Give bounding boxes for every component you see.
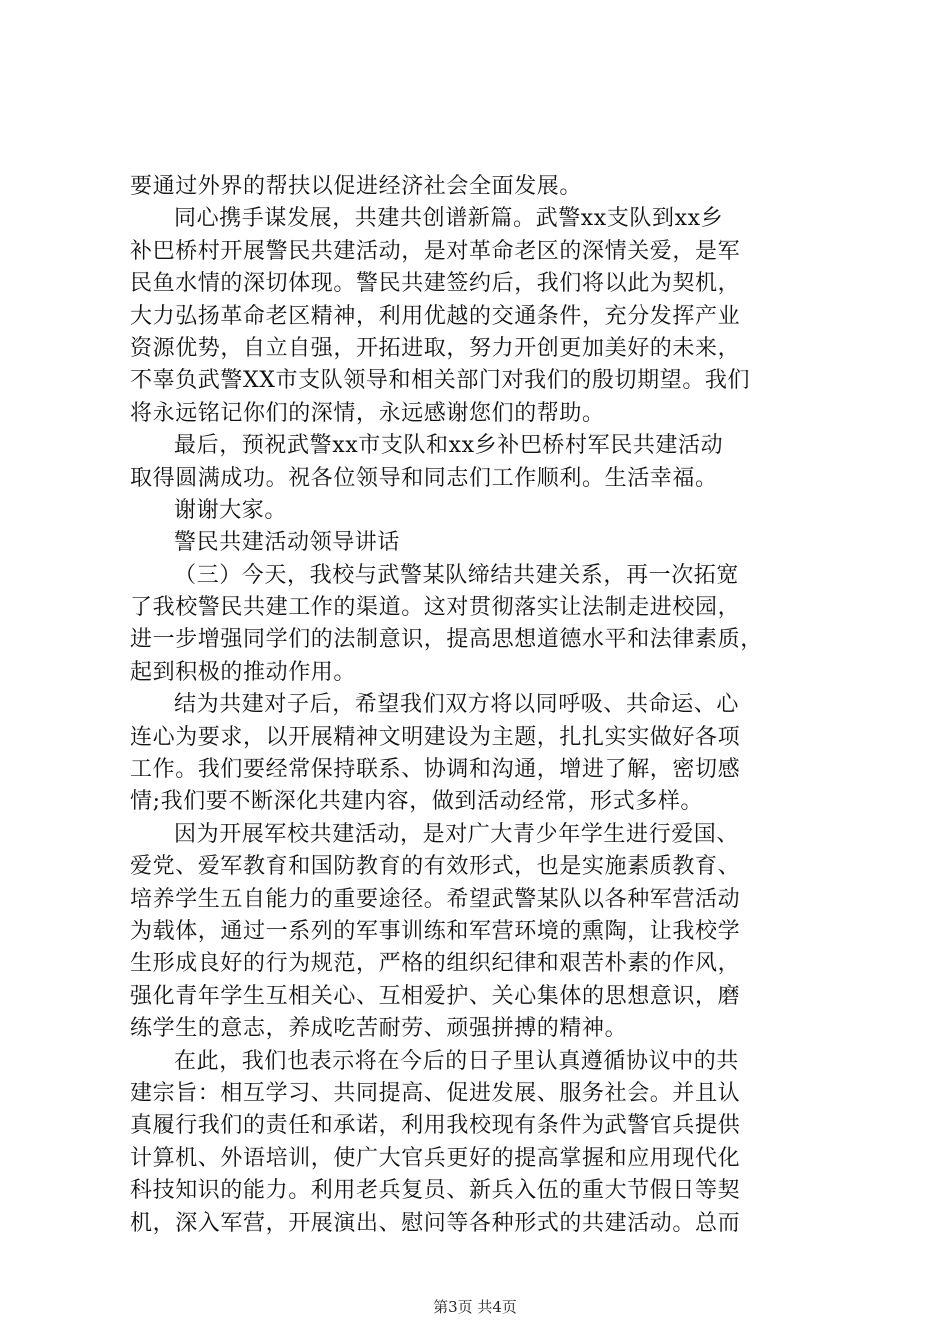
text-line: 要通过外界的帮扶以促进经济社会全面发展。 bbox=[130, 174, 583, 199]
text-line: 因为开展军校共建活动，是对广大青少年学生进行爱国、 bbox=[174, 821, 740, 847]
text-line: 工作。我们要经常保持联系、协调和沟通，增进了解，密切感 bbox=[130, 757, 741, 783]
text-line: 生形成良好的行为规范，严格的组织纪律和艰苦朴素的作风， bbox=[130, 951, 741, 977]
text-line: 爱党、爱军教育和国防教育的有效形式，也是实施素质教育、 bbox=[130, 854, 741, 880]
text-line: 在此，我们也表示将在今后的日子里认真遵循协议中的共 bbox=[174, 1048, 740, 1074]
text-line: 起到积极的推动作用。 bbox=[130, 659, 357, 685]
text-line: 科技知识的能力。利用老兵复员、新兵入伍的重大节假日等契 bbox=[130, 1178, 741, 1204]
text-line: 计算机、外语培训，使广大官兵更好的提高掌握和应用现代化 bbox=[130, 1145, 741, 1171]
text-line: 连心为要求，以开展精神文明建设为主题，扎扎实实做好各项 bbox=[130, 724, 741, 750]
text-line: 了我校警民共建工作的渠道。这对贯彻落实让法制走进校园， bbox=[130, 595, 741, 621]
text-line: 情;我们要不断深化共建内容，做到活动经常，形式多样。 bbox=[130, 789, 704, 815]
text-line: 为载体，通过一系列的军事训练和军营环境的熏陶，让我校学 bbox=[130, 918, 741, 944]
text-line: 将永远铭记你们的深情，永远感谢您们的帮助。 bbox=[130, 400, 605, 426]
text-line: 取得圆满成功。祝各位领导和同志们工作顺利。生活幸福。 bbox=[130, 465, 718, 491]
text-line: 资源优势，自立自强，开拓进取，努力开创更加美好的未来， bbox=[130, 335, 741, 361]
text-line: 真履行我们的责任和承诺，利用我校现有条件为武警官兵提供 bbox=[130, 1113, 741, 1139]
text-line: 谢谢大家。 bbox=[174, 497, 288, 523]
text-line: 大力弘扬革命老区精神，利用优越的交通条件，充分发挥产业 bbox=[130, 303, 741, 329]
text-line: 警民共建活动领导讲话 bbox=[174, 530, 401, 556]
text-line: （三）今天，我校与武警某队缔结共建关系，再一次拓宽 bbox=[174, 562, 740, 588]
text-line: 进一步增强同学们的法制意识，提高思想道德水平和法律素质， bbox=[130, 627, 763, 653]
text-line: 机，深入军营，开展演出、慰问等各种形式的共建活动。总而 bbox=[130, 1210, 741, 1236]
text-line: 培养学生五自能力的重要途径。希望武警某队以各种军营活动 bbox=[130, 886, 741, 912]
document-body bbox=[130, 171, 830, 1240]
text-line: 不辜负武警XX市支队领导和相关部门对我们的殷切期望。我们 bbox=[130, 368, 751, 394]
text-line: 强化青年学生互相关心、互相爱护、关心集体的思想意识，磨 bbox=[130, 983, 741, 1009]
text-line: 最后，预祝武警xx市支队和xx乡补巴桥村军民共建活动 bbox=[174, 433, 724, 459]
text-line: 民鱼水情的深切体现。警民共建签约后，我们将以此为契机， bbox=[130, 271, 741, 297]
text-line: 建宗旨：相互学习、共同提高、促进发展、服务社会。并且认 bbox=[130, 1080, 741, 1106]
text-line: 补巴桥村开展警民共建活动，是对革命老区的深情关爱，是军 bbox=[130, 238, 741, 264]
text-line: 练学生的意志，养成吃苦耐劳、顽强拼搏的精神。 bbox=[130, 1016, 628, 1042]
text-line: 同心携手谋发展，共建共创谱新篇。武警xx支队到xx乡 bbox=[174, 206, 724, 232]
text-line: 结为共建对子后，希望我们双方将以同呼吸、共命运、心 bbox=[174, 692, 740, 718]
page-footer: 第3页 共4页 bbox=[433, 1298, 517, 1316]
